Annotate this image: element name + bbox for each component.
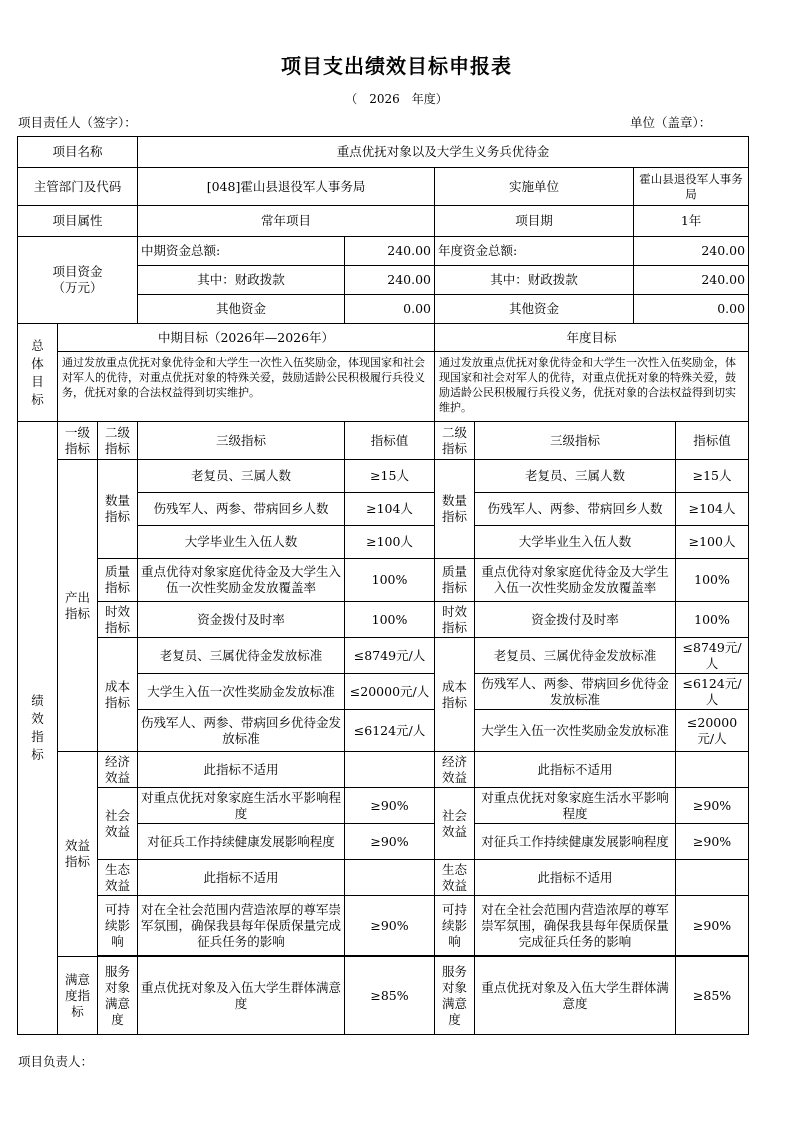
mid-fiscal-value: 240.00 bbox=[345, 266, 435, 295]
indicator-row: 大学毕业生入伍人数 bbox=[138, 526, 345, 559]
indicator-value: ≤8749元/人 bbox=[676, 638, 749, 674]
service-satisfaction: 服务 对象 满意 度 bbox=[98, 957, 138, 1035]
performance-indicators-label: 绩 效 指 标 bbox=[18, 422, 58, 1035]
mid-total-value: 240.00 bbox=[345, 237, 435, 266]
timeliness-indicators-year: 时效 指标 bbox=[435, 602, 475, 638]
project-attr-value: 常年项目 bbox=[138, 206, 435, 237]
economic-benefit: 经济 效益 bbox=[98, 752, 138, 788]
indicator-value: ≥100人 bbox=[676, 526, 749, 559]
indicator-row: 老复员、三属人数 bbox=[475, 460, 676, 493]
indicator-row: 对征兵工作持续健康发展影响程度 bbox=[475, 824, 676, 860]
level1-header: 一级 指标 bbox=[58, 422, 98, 460]
indicator-row: 伤残军人、两参、带病回乡人数 bbox=[475, 493, 676, 526]
indicator-row: 此指标不适用 bbox=[138, 860, 345, 896]
year-goal-header: 年度目标 bbox=[435, 324, 749, 352]
indicator-row: 伤残军人、两参、带病回乡优待金发放标准 bbox=[475, 674, 676, 710]
indicator-value: 100% bbox=[676, 602, 749, 638]
mid-other-value: 0.00 bbox=[345, 295, 435, 324]
indicator-row: 大学生入伍一次性奖励金发放标准 bbox=[138, 674, 345, 710]
year-total-value: 240.00 bbox=[634, 237, 749, 266]
fiscal-year: （ 2026 年度） bbox=[345, 92, 448, 106]
indicator-row: 重点优待对象家庭优待金及大学生入伍一次性奖励金发放覆盖率 bbox=[138, 559, 345, 602]
indicator-value: ≥90% bbox=[345, 824, 435, 860]
overall-goal-label: 总 体 目 标 bbox=[18, 324, 58, 422]
performance-target-table bbox=[17, 136, 749, 1035]
ecological-benefit: 生态 效益 bbox=[98, 860, 138, 896]
indicator-value: ≤8749元/人 bbox=[345, 638, 435, 674]
responsible-person-label: 项目责任人（签字）： bbox=[18, 115, 137, 130]
level2-header: 二级 指标 bbox=[98, 422, 138, 460]
social-benefit-year: 社会 效益 bbox=[435, 788, 475, 860]
indicator-row: 伤残军人、两参、带病回乡优待金发放标准 bbox=[138, 710, 345, 752]
unit-seal-label: 单位（盖章）： bbox=[630, 115, 712, 130]
indicator-row: 资金拨付及时率 bbox=[475, 602, 676, 638]
year-total-label: 年度资金总额: bbox=[435, 237, 634, 266]
indicator-value bbox=[676, 752, 749, 788]
mid-other-label: 其他资金 bbox=[138, 295, 345, 324]
indicator-value bbox=[345, 860, 435, 896]
year-goal-text: 通过发放重点优抚对象优待金和大学生一次性入伍奖励金，体现国家和社会对军人的优待，对重点优抚对象的特殊关爱，鼓励适龄公民积极履行兵役义务，优抚对象的合法权益得到切实维护。 bbox=[435, 352, 749, 422]
output-indicators: 产出 指标 bbox=[58, 460, 98, 752]
impl-unit-label: 实施单位 bbox=[435, 168, 634, 206]
indicator-row: 对重点优抚对象家庭生活水平影响程度 bbox=[475, 788, 676, 824]
quantity-indicators: 数量 指标 bbox=[98, 460, 138, 559]
indicator-row: 对在全社会范围内营造浓厚的尊军崇军氛围，确保我县每年保质保量完成征兵任务的影响 bbox=[138, 896, 345, 956]
indicator-row: 对重点优抚对象家庭生活水平影响程度 bbox=[138, 788, 345, 824]
year-fiscal-value: 240.00 bbox=[634, 266, 749, 295]
project-attr-label: 项目属性 bbox=[18, 206, 138, 237]
cost-indicators: 成本 指标 bbox=[98, 638, 138, 752]
sustainable-impact: 可持 续影 响 bbox=[98, 896, 138, 956]
dept-value: [048]霍山县退役军人事务局 bbox=[138, 168, 435, 206]
value-header-year: 指标值 bbox=[676, 422, 749, 460]
quality-indicators: 质量 指标 bbox=[98, 559, 138, 602]
quantity-indicators-year: 数量 指标 bbox=[435, 460, 475, 559]
satisfaction-indicators: 满意 度指 标 bbox=[58, 957, 98, 1035]
indicator-row: 重点优待对象家庭优待金及大学生入伍一次性奖励金发放覆盖率 bbox=[475, 559, 676, 602]
sustainable-impact-year: 可持 续影 响 bbox=[435, 896, 475, 956]
indicator-row: 此指标不适用 bbox=[475, 860, 676, 896]
indicator-value: ≥90% bbox=[345, 788, 435, 824]
year-fiscal-label: 其中：财政拨款 bbox=[435, 266, 634, 295]
indicator-value: 100% bbox=[345, 602, 435, 638]
indicator-value: ≥100人 bbox=[345, 526, 435, 559]
dept-label: 主管部门及代码 bbox=[18, 168, 138, 206]
indicator-value: ≥85% bbox=[345, 957, 435, 1035]
quality-indicators-year: 质量 指标 bbox=[435, 559, 475, 602]
indicator-value: ≥15人 bbox=[676, 460, 749, 493]
level3-header: 三级指标 bbox=[138, 422, 345, 460]
indicator-value bbox=[345, 752, 435, 788]
page-title: 项目支出绩效目标申报表 bbox=[281, 54, 512, 78]
indicator-row: 老复员、三属优待金发放标准 bbox=[138, 638, 345, 674]
value-header: 指标值 bbox=[345, 422, 435, 460]
indicator-row: 对征兵工作持续健康发展影响程度 bbox=[138, 824, 345, 860]
year-other-label: 其他资金 bbox=[435, 295, 634, 324]
indicator-value: ≥90% bbox=[676, 824, 749, 860]
indicator-value: ≥90% bbox=[676, 896, 749, 956]
indicator-row: 大学毕业生入伍人数 bbox=[475, 526, 676, 559]
indicator-value: ≥90% bbox=[676, 788, 749, 824]
ecological-benefit-year: 生态 效益 bbox=[435, 860, 475, 896]
indicator-row: 老复员、三属人数 bbox=[138, 460, 345, 493]
project-period-value: 1年 bbox=[634, 206, 749, 237]
indicator-row: 重点优抚对象及入伍大学生群体满意度 bbox=[138, 957, 345, 1035]
mid-fiscal-label: 其中：财政拨款 bbox=[138, 266, 345, 295]
indicator-value bbox=[676, 860, 749, 896]
indicator-row: 对在全社会范围内营造浓厚的尊军崇军氛围，确保我县每年保质保量完成征兵任务的影响 bbox=[475, 896, 676, 956]
mid-total-label: 中期资金总额: bbox=[138, 237, 345, 266]
indicator-value: ≥90% bbox=[345, 896, 435, 956]
timeliness-indicators: 时效 指标 bbox=[98, 602, 138, 638]
indicator-value: ≥85% bbox=[676, 957, 749, 1035]
indicator-value: ≥15人 bbox=[345, 460, 435, 493]
indicator-row: 此指标不适用 bbox=[138, 752, 345, 788]
indicator-row: 伤残军人、两参、带病回乡人数 bbox=[138, 493, 345, 526]
indicator-value: 100% bbox=[345, 559, 435, 602]
year-other-value: 0.00 bbox=[634, 295, 749, 324]
indicator-value: ≤6124元/人 bbox=[676, 674, 749, 710]
project-name-value: 重点优抚对象以及大学生义务兵优待金 bbox=[138, 137, 749, 168]
benefit-indicators: 效益 指标 bbox=[58, 752, 98, 957]
economic-benefit-year: 经济 效益 bbox=[435, 752, 475, 788]
mid-goal-header: 中期目标（2026年—2026年） bbox=[58, 324, 435, 352]
cost-indicators-year: 成本 指标 bbox=[435, 638, 475, 752]
mid-goal-text: 通过发放重点优抚对象优待金和大学生一次性入伍奖励金，体现国家和社会对军人的优待，对重点优抚对象的特殊关爱，鼓励适龄公民积极履行兵役义务，优抚对象的合法权益得到切实维护。 bbox=[58, 352, 435, 422]
social-benefit: 社会 效益 bbox=[98, 788, 138, 860]
indicator-row: 此指标不适用 bbox=[475, 752, 676, 788]
service-satisfaction-year: 服务 对象 满意 度 bbox=[435, 957, 475, 1035]
indicator-value: 100% bbox=[676, 559, 749, 602]
project-name-label: 项目名称 bbox=[18, 137, 138, 168]
indicator-row: 重点优抚对象及入伍大学生群体满意度 bbox=[475, 957, 676, 1035]
level2-header-year: 二级 指标 bbox=[435, 422, 475, 460]
project-funds-label: 项目资金 （万元） bbox=[18, 237, 138, 324]
indicator-row: 老复员、三属优待金发放标准 bbox=[475, 638, 676, 674]
impl-unit-value: 霍山县退役军人事务局 bbox=[634, 168, 749, 206]
indicator-value: ≤6124元/人 bbox=[345, 710, 435, 752]
project-period-label: 项目期 bbox=[435, 206, 634, 237]
indicator-row: 资金拨付及时率 bbox=[138, 602, 345, 638]
level3-header-year: 三级指标 bbox=[475, 422, 676, 460]
project-leader-label: 项目负责人： bbox=[18, 1054, 94, 1069]
indicator-value: ≤20000元/人 bbox=[345, 674, 435, 710]
indicator-row: 大学生入伍一次性奖励金发放标准 bbox=[475, 710, 676, 752]
indicator-value: ≤20000元/人 bbox=[676, 710, 749, 752]
indicator-value: ≥104人 bbox=[345, 493, 435, 526]
indicator-value: ≥104人 bbox=[676, 493, 749, 526]
